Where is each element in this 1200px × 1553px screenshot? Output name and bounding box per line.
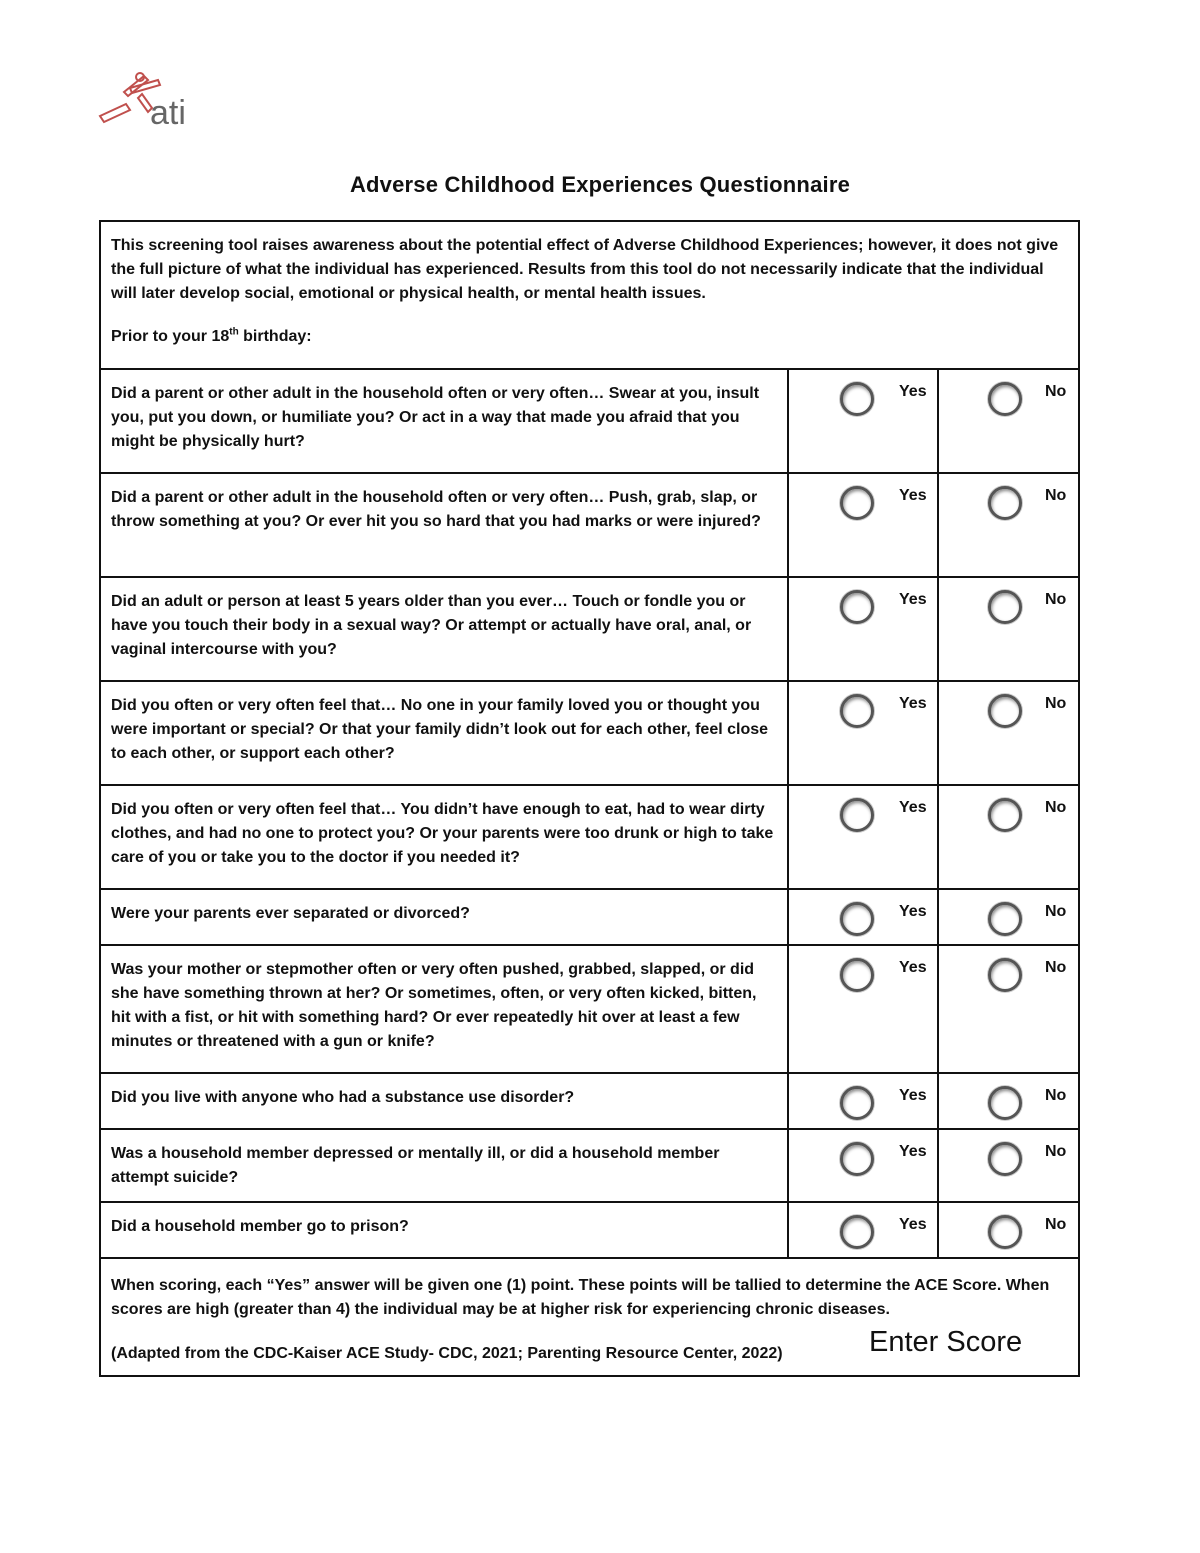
yes-label: Yes <box>899 799 927 816</box>
no-label: No <box>1045 487 1067 504</box>
yes-label: Yes <box>899 695 927 712</box>
no-radio[interactable] <box>988 382 1022 416</box>
citation: (Adapted from the CDC-Kaiser ACE Study- CDC, 2021; Parenting Resource Center, 2022) <box>111 1345 783 1362</box>
yes-cell <box>789 474 939 576</box>
no-label: No <box>1045 1087 1067 1104</box>
no-radio[interactable] <box>988 590 1022 624</box>
question-text: Were your parents ever separated or divorced? <box>101 890 789 944</box>
no-radio[interactable] <box>988 1142 1022 1176</box>
yes-cell <box>789 682 939 784</box>
yes-cell <box>789 890 939 944</box>
no-radio[interactable] <box>988 958 1022 992</box>
yes-cell <box>789 946 939 1072</box>
question-text: Did you often or very often feel that… No one in your family loved you or thought you were important or special? Or that your family didn’t look out for each other, feel close to each other, or support each other? <box>101 682 789 784</box>
question-row <box>101 1130 1078 1203</box>
question-row <box>101 1203 1078 1259</box>
ati-logo <box>96 68 216 132</box>
no-radio[interactable] <box>988 1215 1022 1249</box>
no-cell <box>939 1130 1078 1201</box>
no-radio[interactable] <box>988 798 1022 832</box>
question-row <box>101 890 1078 946</box>
question-row <box>101 370 1078 474</box>
question-text: Did you live with anyone who had a substance use disorder? <box>101 1074 789 1128</box>
yes-radio[interactable] <box>840 958 874 992</box>
no-radio[interactable] <box>988 902 1022 936</box>
scoring-section <box>101 1262 1078 1375</box>
no-label: No <box>1045 1143 1067 1160</box>
no-label: No <box>1045 591 1067 608</box>
yes-cell <box>789 786 939 888</box>
no-cell <box>939 474 1078 576</box>
yes-radio[interactable] <box>840 590 874 624</box>
intro-section <box>101 222 1078 370</box>
yes-radio[interactable] <box>840 798 874 832</box>
yes-label: Yes <box>899 487 927 504</box>
page-title: Adverse Childhood Experiences Questionnaire <box>349 172 851 197</box>
yes-cell <box>789 370 939 472</box>
no-label: No <box>1045 1216 1067 1233</box>
question-row <box>101 474 1078 578</box>
no-cell <box>939 946 1078 1072</box>
question-row <box>101 786 1078 890</box>
yes-label: Yes <box>899 903 927 920</box>
yes-radio[interactable] <box>840 382 874 416</box>
no-cell <box>939 682 1078 784</box>
no-cell <box>939 1203 1078 1257</box>
no-radio[interactable] <box>988 1086 1022 1120</box>
yes-label: Yes <box>899 1216 927 1233</box>
yes-radio[interactable] <box>840 486 874 520</box>
yes-radio[interactable] <box>840 1086 874 1120</box>
scoring-text: When scoring, each “Yes” answer will be given one (1) point. These points will be tallied to determine the ACE Score. When scores are high (greater than 4) the individual may be at higher risk for experiencing chronic diseases. <box>111 1277 1050 1318</box>
question-text: Did an adult or person at least 5 years older than you ever… Touch or fondle you or have you touch their body in a sexual way? Or attempt or actually have oral, anal, or vaginal intercourse with you? <box>101 578 789 680</box>
yes-radio[interactable] <box>840 1142 874 1176</box>
question-row <box>101 946 1078 1074</box>
intro-text: This screening tool raises awareness about the potential effect of Adverse Childhood Experiences; however, it does not give the full picture of what the individual has experienced. Results from this tool do not necessarily indicate that the individual will later develop social, emotional or physical health, or mental health issues. <box>111 237 1059 302</box>
no-cell <box>939 890 1078 944</box>
yes-label: Yes <box>899 591 927 608</box>
no-label: No <box>1045 903 1067 920</box>
yes-cell <box>789 1203 939 1257</box>
no-radio[interactable] <box>988 694 1022 728</box>
athlete-figure-icon <box>96 68 216 132</box>
yes-cell <box>789 1074 939 1128</box>
yes-radio[interactable] <box>840 902 874 936</box>
no-cell <box>939 370 1078 472</box>
yes-label: Yes <box>899 1087 927 1104</box>
question-row <box>101 578 1078 682</box>
yes-radio[interactable] <box>840 1215 874 1249</box>
yes-cell <box>789 1130 939 1201</box>
question-text: Did a household member go to prison? <box>101 1203 789 1257</box>
questionnaire-table <box>99 220 1080 1377</box>
yes-label: Yes <box>899 1143 927 1160</box>
question-row <box>101 682 1078 786</box>
question-row <box>101 1074 1078 1130</box>
yes-label: Yes <box>899 959 927 976</box>
question-text: Did a parent or other adult in the household often or very often… Swear at you, insult you, put you down, or humiliate you? Or act in a way that made you afraid that you might be physically hurt? <box>101 370 789 472</box>
question-text: Did a parent or other adult in the household often or very often… Push, grab, slap, or throw something at you? Or ever hit you so hard that you had marks or were injured? <box>101 474 789 576</box>
enter-score-field[interactable]: Enter Score <box>869 1326 1023 1358</box>
yes-label: Yes <box>899 383 927 400</box>
question-text: Was your mother or stepmother often or very often pushed, grabbed, slapped, or did she have something thrown at her? Or sometimes, often, or very often kicked, bitten, hit with a fist, or hit with something hard? Or ever repeatedly hit over at least a few minutes or threatened with a gun or knife? <box>101 946 789 1072</box>
no-label: No <box>1045 383 1067 400</box>
no-radio[interactable] <box>988 486 1022 520</box>
no-label: No <box>1045 799 1067 816</box>
question-text: Did you often or very often feel that… You didn’t have enough to eat, had to wear dirty clothes, and had no one to protect you? Or your parents were too drunk or high to take care of you or take you to the doctor if you needed it? <box>101 786 789 888</box>
prior-to-birthday: Prior to your 18th birthday: <box>111 326 312 345</box>
no-cell <box>939 578 1078 680</box>
question-text: Was a household member depressed or mentally ill, or did a household member attempt suicide? <box>101 1130 789 1201</box>
logo-text: ati <box>150 94 186 132</box>
no-label: No <box>1045 959 1067 976</box>
no-label: No <box>1045 695 1067 712</box>
no-cell <box>939 1074 1078 1128</box>
yes-radio[interactable] <box>840 694 874 728</box>
no-cell <box>939 786 1078 888</box>
yes-cell <box>789 578 939 680</box>
